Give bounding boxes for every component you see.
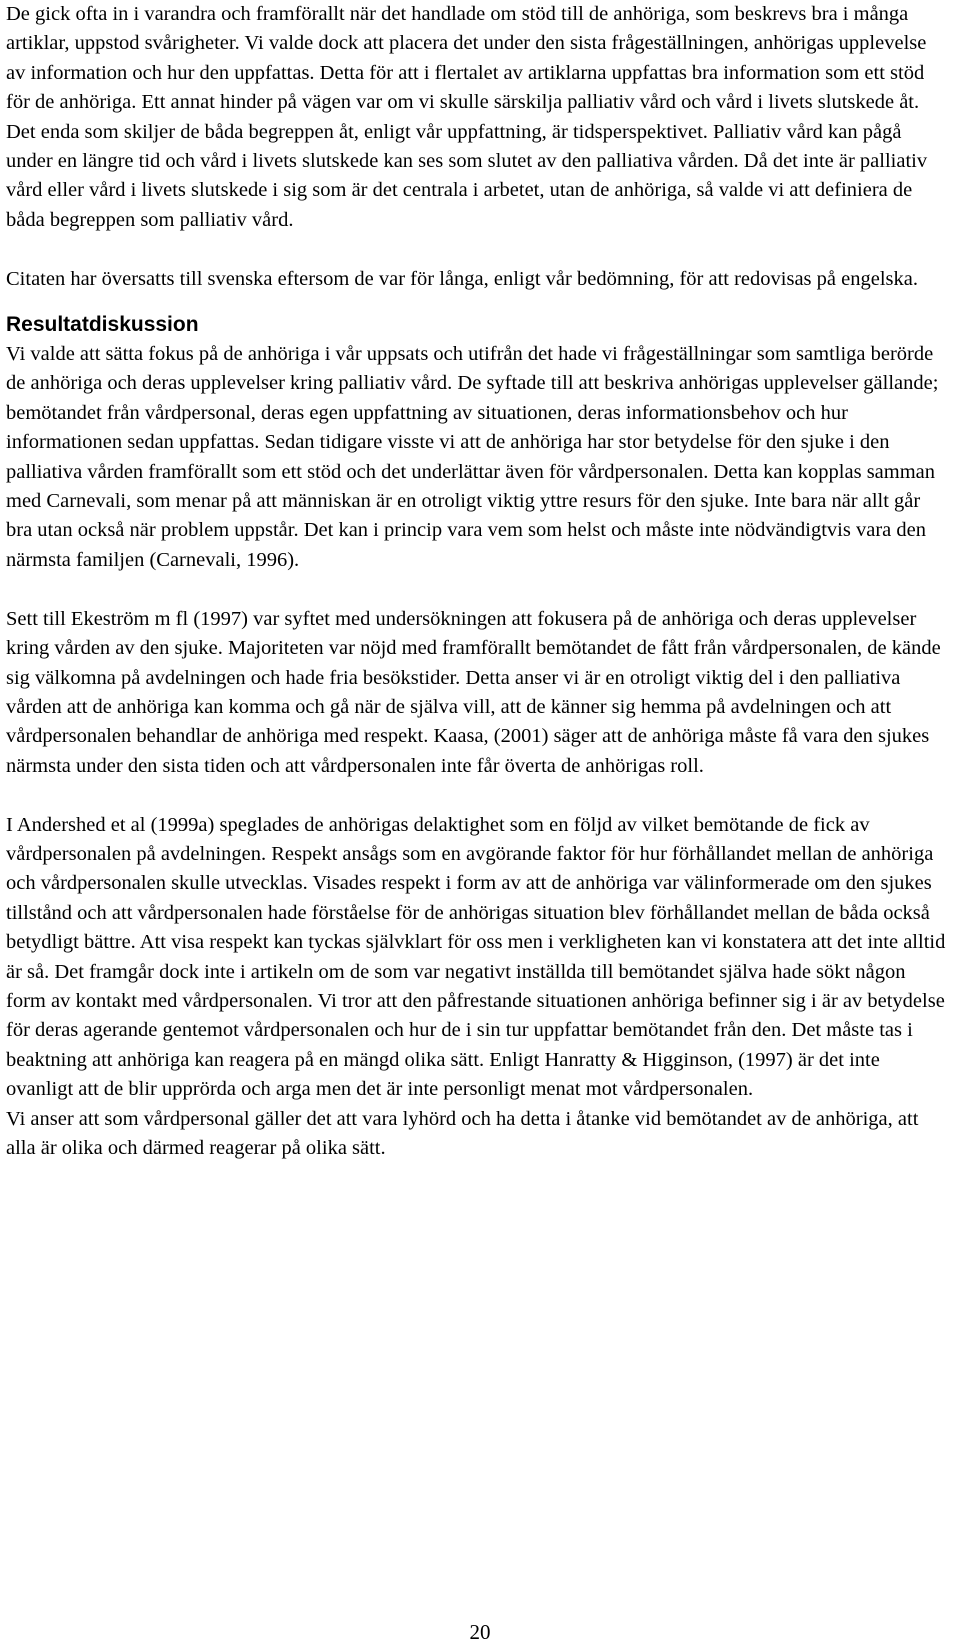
discussion-paragraph-4: Vi anser att som vårdpersonal gäller det att vara lyhörd och ha detta i åtanke vid bemötandet av de anhöriga, att alla är olika och därmed reagerar på olika sätt. [6,1107,919,1159]
document-page [6,0,946,1163]
section-heading: Resultatdiskussion [6,313,199,337]
intro-paragraph: De gick ofta in i varandra och framförallt när det handlade om stöd till de anhöriga, som beskrevs bra i många artiklar, uppstod svårigheter. Vi valde dock att placera det under den sista frågeställningen, anhörigas upplevelse av information och hur den uppfattas. Detta för att i flertalet av artiklarna uppfattas bra information som ett stöd för de anhöriga. Ett annat hinder på vägen var om vi skulle särskilja palliativ vård och vård i livets slutskede åt. Det enda som skiljer de båda begreppen åt, enligt vår uppfattning, är tidsperspektivet. Palliativ vård kan pågå under en längre tid och vård i livets slutskede kan ses som slutet av den palliativa vården. Då det inte är palliativ vård eller vård i livets slutskede i sig som är det centrala i arbetet, utan de anhöriga, så valde vi att definiera de båda begreppen som palliativ vård. [6,3,928,231]
discussion-paragraph-3: I Andershed et al (1999a) speglades de anhörigas delaktighet som en följd av vilket bemötande de fick av vårdpersonalen på avdelningen. Respekt ansågs som en avgörande faktor för hur förhållandet mellan de anhöriga och vårdpersonalen skulle utvecklas. Visades respekt i form av att de anhöriga var välinformerade om den sjukes tillstånd och att vårdpersonalen hade förståelse för de anhörigas situation blev förhållandet mellan de båda också betydligt bättre. Att visa respekt kan tyckas självklart för oss men i verkligheten kan vi konstatera att det inte alltid är så. Det framgår dock inte i artikeln om de som var negativt inställda till bemötandet själva hade sökt någon form av kontakt med vårdpersonalen. Vi tror att den påfrestande situationen anhöriga befinner sig i är av betydelse för deras agerande gentemot vårdpersonalen och hur de i sin tur uppfattar bemötandet från den. Det måste tas i beaktning att anhöriga kan reagera på en mängd olika sätt. Enligt Hanratty & Higginson, (1997) är det inte ovanligt att de blir upprörda och arga men det är inte personligt menat mot vårdpersonalen. [6,813,946,1101]
discussion-paragraph-2: Sett till Ekeström m fl (1997) var syftet med undersökningen att fokusera på de anhöriga och deras upplevelser kring vården av den sjuke. Majoriteten var nöjd med framförallt bemötandet de fått från vårdpersonalen, de kände sig välkomna på avdelningen och hade fria besökstider. Detta anser vi är en otroligt viktig del i den palliativa vården att de anhöriga kan komma och gå när de själva vill, att de känner sig hemma på avdelningen och att vårdpersonalen behandlar de anhöriga med respekt. Kaasa, (2001) säger att de anhöriga måste få vara den sjukes närmsta under den sista tiden och att vårdpersonalen inte får överta de anhörigas roll. [6,607,941,777]
discussion-paragraph-1: Vi valde att sätta fokus på de anhöriga i vår uppsats och utifrån det hade vi frågeställningar som samtliga berörde de anhöriga och deras upplevelser kring palliativ vård. De syftade till att beskriva anhörigas upplevelser gällande; bemötandet från vårdpersonal, deras egen uppfattning av situationen, deras informationsbehov och hur informationen sedan uppfattas. Sedan tidigare visste vi att de anhöriga har stor betydelse för den sjuke i den palliativa vården framförallt som ett stöd och det underlättar även för vårdpersonalen. Detta kan kopplas samman med Carnevali, som menar på att människan är en otroligt viktig yttre resurs för den sjuke. Inte bara när allt går bra utan också när problem uppstår. Det kan i princip vara vem som helst och måste inte nödvändigtvis vara den närmsta familjen (Carnevali, 1996). [6,343,939,571]
citation-note-paragraph: Citaten har översatts till svenska eftersom de var för långa, enligt vår bedömning, för att redovisas på engelska. [6,267,918,290]
page-number: 20 [469,1620,491,1644]
